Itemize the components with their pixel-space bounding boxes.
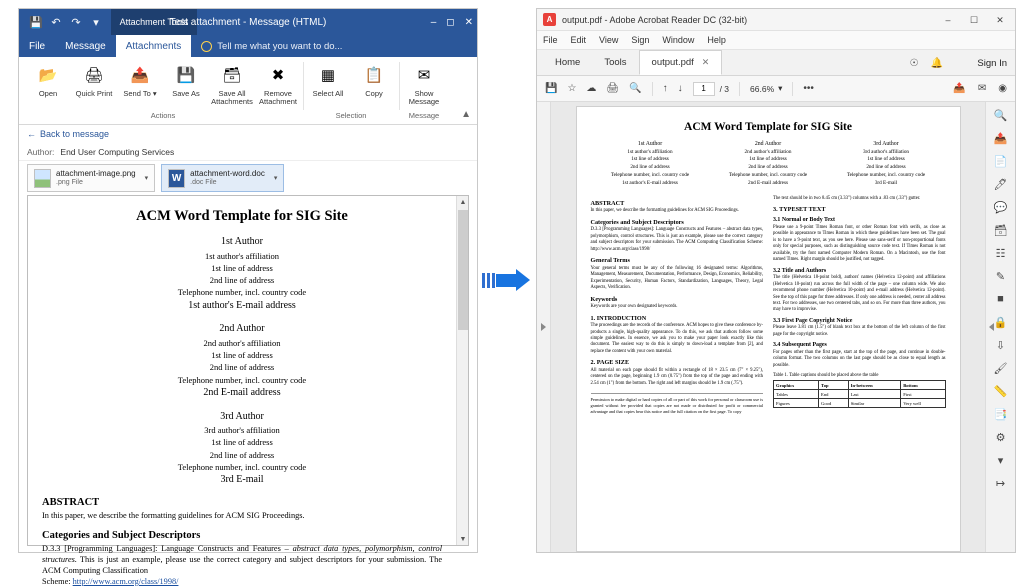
preview-author-2-line-4: Telephone number, incl. country code (177, 374, 307, 385)
combine-files-icon[interactable]: 🗃 (993, 224, 1008, 237)
acrobat-logo-icon: A (543, 13, 556, 26)
email-icon[interactable]: ✉ (977, 83, 987, 94)
copy-icon: 📋 (364, 66, 384, 84)
pdf-author-1 (594, 140, 706, 188)
organize-pages-icon[interactable]: ☷ (995, 247, 1006, 260)
menu-sign[interactable]: Sign (631, 35, 650, 45)
copy-button[interactable] (352, 60, 396, 98)
quick-print-button[interactable] (72, 60, 116, 98)
pdf-title-authors-heading: 3.2 Title and Authors (773, 267, 827, 274)
expand-panel-icon[interactable]: ↦ (995, 477, 1006, 490)
tab-attachments[interactable]: Attachments (116, 35, 192, 57)
outlook-ribbon (19, 57, 477, 125)
pdf-author-2-line-4: Telephone number, incl. country code (728, 172, 808, 179)
lightbulb-icon (201, 41, 212, 52)
copy-label: Copy (365, 89, 383, 98)
quick-access-toolbar[interactable] (23, 15, 109, 29)
stamp-icon[interactable]: 🖌 (993, 362, 1008, 375)
pdf-author-2-name: 2nd Author (754, 141, 782, 147)
pdf-copyright-notice-text: Please leave 3.81 cm (1.5") of blank text box at the bottom of the left column of the first page for the copyright notice. (773, 325, 946, 337)
table-cell-r2c1: Figures (774, 399, 819, 408)
zoom-control[interactable] (750, 83, 782, 94)
more-tools-icon[interactable]: ⚙ (995, 431, 1006, 444)
redo-icon[interactable]: ↷ (71, 16, 81, 29)
attachment-image-name: attachment-image.png (56, 169, 136, 178)
preview-author-1-line-2: 1st line of address (211, 262, 273, 273)
certificates-icon[interactable]: 📑 (993, 408, 1008, 421)
chevron-down-icon[interactable]: ▾ (778, 83, 783, 93)
preview-title: ACM Word Template for SIG Site (136, 208, 348, 224)
acrobat-menu-bar[interactable] (537, 31, 1015, 50)
table-cell-r1c2: End (819, 390, 849, 399)
scheme-label: Scheme: (42, 576, 71, 586)
menu-file[interactable]: File (543, 35, 558, 45)
chevron-down-icon[interactable]: ▾ (93, 16, 99, 29)
zoom-out-icon[interactable]: 🔍 (629, 83, 642, 94)
pdf-author-1-line-5: 1st author's E-mail address (622, 179, 678, 186)
show-more-icon[interactable]: ▾ (997, 454, 1004, 467)
cat-part-1: D.3.3 [Programming Languages]: Language Constructs and Features – (42, 543, 293, 553)
edit-pdf-icon[interactable]: 🖊 (993, 178, 1008, 191)
menu-window[interactable]: Window (662, 35, 695, 45)
acrobat-tab-right-icons[interactable] (910, 50, 943, 76)
table-header-row (774, 381, 946, 390)
acrobat-reader-window (536, 8, 1016, 553)
preview-author-1-line-1: 1st author's affiliation (204, 250, 280, 261)
page-number-box[interactable] (693, 82, 729, 96)
show-message-icon: ✉ (417, 66, 431, 84)
preview-author-3-name: 3rd Author (220, 410, 264, 422)
account-icon[interactable]: ◉ (998, 83, 1007, 94)
pdf-subsequent-pages-heading: 3.4 Subsequent Pages (773, 342, 827, 349)
save-all-attachments-label: Save All Attachments (211, 89, 253, 106)
table-cell-r2c2: Good (819, 399, 849, 408)
acrobat-document-area (537, 102, 1015, 552)
word-file-icon (168, 169, 185, 188)
author-row (19, 143, 477, 161)
attachment-chip-word[interactable] (161, 164, 284, 192)
arrow-motion-lines (482, 273, 495, 288)
pdf-author-1-line-1: 1st author's affiliation (627, 148, 673, 155)
back-to-message-link[interactable] (19, 125, 477, 143)
table-header-in-between: In-between (848, 381, 901, 390)
attachment-word-name: attachment-word.doc (190, 169, 265, 178)
preview-author-3-email: 3rd E-mail (220, 474, 264, 486)
image-file-icon (34, 169, 51, 188)
save-icon[interactable]: 💾 (545, 83, 558, 94)
ribbon-group-actions-label: Actions (150, 111, 176, 120)
close-icon[interactable]: ✕ (701, 57, 710, 67)
preview-scheme-line (42, 576, 442, 587)
pdf-two-column-body (591, 196, 946, 415)
send-to-button[interactable] (118, 60, 162, 98)
pdf-table-caption: Table 1. Table captions should be placed above the table (773, 373, 879, 379)
acrobat-title-bar (537, 9, 1015, 31)
preview-abstract-heading: ABSTRACT (42, 496, 100, 508)
restore-icon[interactable]: ◻ (446, 16, 455, 28)
toolbar-separator (739, 82, 740, 96)
pdf-title-authors-text: The title (Helvetica 18-point bold), authors' names (Helvetica 12-point) and affiliations (Helvetica 10-point) run across the full width of the page – one column wide. We also recommend phone number (Helvetica 10-point) and e-mail address (Helvetica 12-point). See the top of this page for three addresses. If only one address is needed, center all address text. For two addresses, use two centered tabs, and so on. For more than three authors, you may have to improvise. (773, 275, 946, 313)
table-cell-r1c1: Tables (774, 390, 819, 399)
preview-author-2-name: 2nd Author (219, 323, 265, 335)
preview-categories-heading: Categories and Subject Descriptors (42, 529, 201, 541)
undo-icon[interactable]: ↶ (51, 16, 61, 29)
tab-file[interactable]: File (29, 40, 46, 52)
pdf-normal-body-text-heading: 3.1 Normal or Body Text (773, 217, 835, 224)
preview-author-1 (42, 235, 442, 313)
save-all-attachments-button[interactable] (210, 60, 254, 106)
arrow-body (496, 274, 516, 287)
preview-author-2 (42, 322, 442, 400)
scheme-link[interactable]: http://www.acm.org/class/1998/ (72, 576, 179, 586)
save-all-icon: 🗃 (222, 66, 242, 84)
pdf-author-1-line-4: Telephone number, incl. country code (610, 172, 690, 179)
menu-view[interactable]: View (599, 35, 619, 45)
pdf-copyright-footnote: Permission to make digital or hard copies of all or part of this work for personal or classroom use is granted without fee provided that copies are not made or distributed for profit or commercial advantage and that copies bear this notice and the full citation on the first page. To copy (591, 393, 764, 414)
pdf-author-2-line-5: 2nd E-mail address (747, 179, 789, 186)
preview-author-1-line-3: 2nd line of address (209, 275, 275, 286)
attachment-preview-document (28, 196, 456, 586)
collapse-right-panel-icon[interactable] (989, 323, 994, 331)
open-button-label: Open (38, 89, 58, 98)
star-icon[interactable]: ☆ (567, 83, 577, 94)
table-header-bottom: Bottom (901, 381, 945, 390)
measure-icon[interactable]: 📏 (993, 385, 1008, 398)
table-header-top: Top (819, 381, 849, 390)
outlook-title-bar (19, 9, 477, 35)
ribbon-group-message-label: Message (408, 111, 440, 120)
tell-me-search[interactable] (191, 35, 352, 57)
tab-message[interactable]: Message (65, 40, 106, 52)
table-row (774, 390, 946, 399)
table-cell-r1c4: First (901, 390, 945, 399)
pdf-categories-heading: Categories and Subject Descriptors (590, 218, 684, 226)
create-pdf-icon[interactable]: 📄 (993, 155, 1008, 168)
save-icon[interactable]: 💾 (29, 16, 43, 29)
page-number-input[interactable] (693, 82, 715, 96)
sign-in-button[interactable]: Sign In (977, 57, 1007, 69)
next-page-icon[interactable]: ↓ (677, 83, 683, 94)
menu-edit[interactable]: Edit (570, 35, 587, 45)
pdf-abstract-text: In this paper, we describe the formatting guidelines for ACM SIG Proceedings. (590, 208, 739, 214)
print-icon[interactable]: 🖨 (606, 83, 620, 94)
pdf-author-3 (830, 140, 942, 188)
collapse-ribbon-icon[interactable]: ▲ (461, 109, 471, 120)
send-to-button-label: Send To ▾ (123, 89, 157, 98)
more-tools-icon[interactable]: ••• (803, 83, 814, 94)
scrollbar-thumb[interactable] (458, 210, 468, 330)
tab-home[interactable]: Home (555, 57, 581, 68)
remove-attachment-icon: ✖ (271, 66, 285, 84)
cat-part-italic: abstract data types, polymorphism, control structures. (42, 543, 443, 564)
attachment-chips (19, 161, 477, 195)
attachment-chip-image[interactable] (27, 164, 155, 192)
select-all-label: Select All (312, 89, 344, 98)
pdf-author-2-line-2: 1st line of address (749, 156, 787, 163)
chevron-down-icon[interactable]: ▾ (273, 175, 278, 182)
pdf-left-column (591, 196, 764, 415)
ribbon-group-message (399, 60, 449, 124)
remove-attachment-button[interactable] (256, 60, 300, 106)
acrobat-toolbar[interactable] (537, 76, 1015, 102)
menu-help[interactable]: Help (707, 35, 726, 45)
select-all-button[interactable] (306, 60, 350, 98)
pdf-typeset-text-heading: 3. TYPESET TEXT (773, 206, 826, 214)
table-cell-r1c3: Last (848, 390, 901, 399)
toolbar-separator (652, 82, 653, 96)
pdf-author-2-line-1: 2nd author's affiliation (744, 148, 792, 155)
export-pdf-icon[interactable]: 📤 (993, 132, 1008, 145)
attachment-word-type: .doc File (190, 178, 217, 186)
pdf-keywords-text: Keywords are your own designated keywords. (590, 304, 678, 310)
acrobat-window-title: output.pdf - Adobe Acrobat Reader DC (32-bit) (562, 14, 748, 25)
save-as-button[interactable] (164, 60, 208, 98)
attachment-preview-pane (27, 195, 469, 586)
compress-pdf-icon[interactable]: ⇩ (995, 339, 1006, 352)
pdf-categories-text: D.3.3 [Programming Languages]: Language Constructs and Features – abstract data types, polymorphism, control structures. This is just an example, please use the correct category and subject descriptors for your submission. The ACM Computing Classification Scheme: http://www.acm.org/class/1998/ (590, 227, 763, 252)
preview-author-2-line-3: 2nd line of address (209, 362, 275, 373)
table-cell-r2c4: Very well (901, 399, 945, 408)
pdf-general-terms-text: Your general terms must be any of the following 16 designated terms: Algorithms, Management, Measurement, Documentation, Performance, Design, Economics, Reliability, Experimentation, Security, Human Factors, Standardization, Languages, Theory, Legal Aspects, Verification. (590, 265, 763, 291)
back-to-message-label: Back to message (40, 129, 110, 139)
printer-icon: 🖨 (84, 66, 104, 84)
outlook-window-buttons[interactable] (431, 9, 473, 35)
ribbon-group-selection-label: Selection (335, 111, 367, 120)
preview-author-3-line-4: Telephone number, incl. country code (177, 461, 307, 472)
acrobat-window-buttons[interactable] (935, 9, 1013, 31)
scroll-down-icon[interactable]: ▼ (459, 535, 467, 543)
remove-attachment-label: Remove Attachment (259, 89, 297, 106)
open-folder-icon: 📂 (38, 66, 58, 84)
bell-icon[interactable]: 🔔 (930, 57, 943, 69)
table-cell-r2c3: Similar (848, 399, 901, 408)
preview-abstract-text: In this paper, we describe the formatting guidelines for ACM SIG Proceedings. (42, 510, 305, 520)
author-value: End User Computing Services (60, 146, 175, 157)
tab-document-output-pdf[interactable] (639, 50, 723, 75)
zoom-value: 66.6% (750, 83, 775, 94)
fill-sign-icon[interactable]: ✎ (995, 270, 1006, 283)
pdf-right-intro-text: The text should be in two 8.45 cm (3.33") columns with a .83 cm (.33") gutter. (773, 195, 921, 201)
show-message-label: Show Message (408, 89, 440, 106)
minimize-icon[interactable]: – (430, 16, 437, 28)
help-icon[interactable]: ☉ (909, 57, 919, 69)
outlook-ribbon-tabs[interactable] (19, 35, 477, 57)
pdf-keywords-heading: Keywords (590, 295, 618, 303)
preview-categories-text (42, 543, 442, 576)
maximize-icon[interactable]: ☐ (969, 14, 979, 25)
pdf-title: ACM Word Template for SIG Site (684, 121, 852, 133)
contextual-tab-label: Attachment Tools (111, 9, 197, 35)
pdf-normal-body-text: Please use a 9-point Times Roman font, or other Roman font with serifs, as close as possible in appearance to Times Roman in which these guidelines have been set. The goal is to have a 9-point text, as you see here. Please use sans-serif or non-proportional fonts only for special purposes, such as distinguishing source code text. If Times Roman is not available, try the font named Computer Modern Roman. On a Macintosh, use the font named Times. Right margin should be justified, not ragged. (773, 224, 946, 263)
preview-author-3 (42, 410, 442, 488)
preview-author-3-line-2: 1st line of address (211, 437, 273, 448)
acrobat-tools-rail[interactable] (985, 102, 1015, 552)
pdf-page-size-text: All material on each page should fit within a rectangle of 18 × 23.5 cm (7" × 9.25"), centered on the page, beginning 1.9 cm (0.75") from the top of the page and ending with 2.54 cm (1") from the bottom. The right and left margins should be 1.9 cm (.75"). (590, 367, 763, 386)
tab-document-label: output.pdf (651, 57, 694, 68)
preview-scrollbar[interactable] (456, 196, 468, 545)
upload-cloud-icon[interactable]: ☁ (586, 83, 597, 94)
attachment-image-type: .png File (56, 178, 83, 186)
cat-part-2: This is just an example, please use the correct category and subject descriptors for your submission. The ACM Computing Classification (42, 554, 442, 575)
preview-author-3-line-1: 3rd author's affiliation (204, 425, 280, 435)
pdf-abstract-heading: ABSTRACT (590, 199, 625, 207)
outlook-attachment-preview-window (18, 8, 478, 586)
redact-icon[interactable]: ■ (997, 293, 1004, 305)
pdf-author-2 (712, 140, 824, 188)
preview-author-1-email: 1st author's E-mail address (188, 299, 296, 311)
pdf-right-column (773, 196, 946, 415)
pdf-subsequent-pages-text: For pages other than the first page, start at the top of the page, and continue in double-column format. The two columns on the last page should be as close to equal length as possible. (773, 349, 946, 368)
share-icon[interactable]: 📤 (953, 83, 966, 94)
previous-page-icon[interactable]: ↑ (662, 83, 668, 94)
pdf-copyright-notice-heading: 3.3 First Page Copyright Notice (773, 317, 853, 324)
chevron-left-icon: ← (27, 129, 36, 139)
select-all-icon: ▦ (320, 66, 336, 84)
pdf-page-1 (576, 106, 961, 552)
ribbon-group-selection (303, 60, 399, 124)
pdf-author-1-line-2: 1st line of address (631, 156, 669, 163)
pdf-author-3-line-1: 3rd author's affiliation (862, 148, 910, 155)
preview-author-2-line-2: 1st line of address (211, 350, 273, 361)
acrobat-tab-bar[interactable] (537, 50, 1015, 76)
pdf-author-2-line-3: 2nd line of address (748, 164, 788, 171)
comment-icon[interactable]: 💬 (993, 201, 1008, 214)
quick-print-button-label: Quick Print (75, 89, 113, 98)
pdf-author-1-name: 1st Author (637, 141, 663, 147)
page-total-label: / 3 (719, 83, 730, 94)
ribbon-group-actions (23, 60, 303, 124)
preview-author-2-line-1: 2nd author's affiliation (203, 337, 281, 348)
preview-author-1-name: 1st Author (221, 236, 263, 247)
pdf-author-3-name: 3rd Author (873, 141, 899, 147)
acrobat-toolbar-right[interactable] (953, 83, 1007, 94)
pdf-author-3-line-2: 1st line of address (867, 156, 905, 163)
save-as-button-label: Save As (172, 89, 200, 98)
pdf-author-1-line-3: 2nd line of address (630, 164, 670, 171)
pdf-introduction-text: The proceedings are the records of the conference. ACM hopes to give these conference by-products a single, high-quality appearance. To do this, we ask that authors follow some simple guidelines. In essence, we ask you to make your paper look exactly like this document. The easiest way to do this is simply to down-load a template from [2], and replace the content with your own material. (590, 323, 763, 354)
close-icon[interactable]: ✕ (464, 16, 473, 28)
preview-author-3-line-3: 2nd line of address (209, 449, 275, 460)
search-tools-icon[interactable]: 🔍 (993, 109, 1008, 122)
author-label: Author: (27, 146, 55, 157)
tab-tools[interactable]: Tools (604, 57, 627, 68)
save-as-icon: 💾 (176, 66, 196, 84)
pdf-author-3-line-4: Telephone number, incl. country code (846, 172, 926, 179)
preview-author-2-email: 2nd E-mail address (203, 387, 281, 398)
pdf-general-terms-heading: General Terms (590, 257, 630, 265)
show-message-button[interactable] (402, 60, 446, 106)
left-navigation-pane-toggle[interactable] (537, 102, 551, 552)
send-to-icon: 📤 (130, 66, 150, 84)
pdf-page-viewport[interactable] (551, 102, 985, 552)
table-row (774, 399, 946, 408)
table-header-graphics: Graphics (774, 381, 819, 390)
scroll-up-icon[interactable]: ▲ (459, 198, 467, 206)
pdf-introduction-heading: 1. INTRODUCTION (590, 314, 647, 322)
open-button[interactable] (26, 60, 70, 98)
minimize-icon[interactable]: – (945, 15, 951, 25)
arrow-head (516, 269, 530, 291)
pdf-page-size-heading: 2. PAGE SIZE (590, 359, 630, 367)
pdf-authors (591, 140, 946, 188)
close-icon[interactable]: ✕ (996, 14, 1004, 25)
expand-left-panel-icon[interactable] (541, 323, 546, 331)
outlook-window-title: Test attachment - Message (HTML) (169, 16, 327, 28)
preview-author-1-line-4: Telephone number, incl. country code (177, 287, 307, 298)
protect-icon[interactable]: 🔒 (993, 316, 1008, 329)
tell-me-label: Tell me what you want to do... (217, 40, 343, 52)
pdf-author-3-line-5: 3rd E-mail (874, 179, 898, 186)
transition-arrow (482, 262, 530, 298)
toolbar-separator (792, 82, 793, 96)
chevron-down-icon[interactable]: ▾ (144, 175, 149, 182)
pdf-author-3-line-3: 2nd line of address (866, 164, 906, 171)
pdf-table (773, 380, 946, 408)
